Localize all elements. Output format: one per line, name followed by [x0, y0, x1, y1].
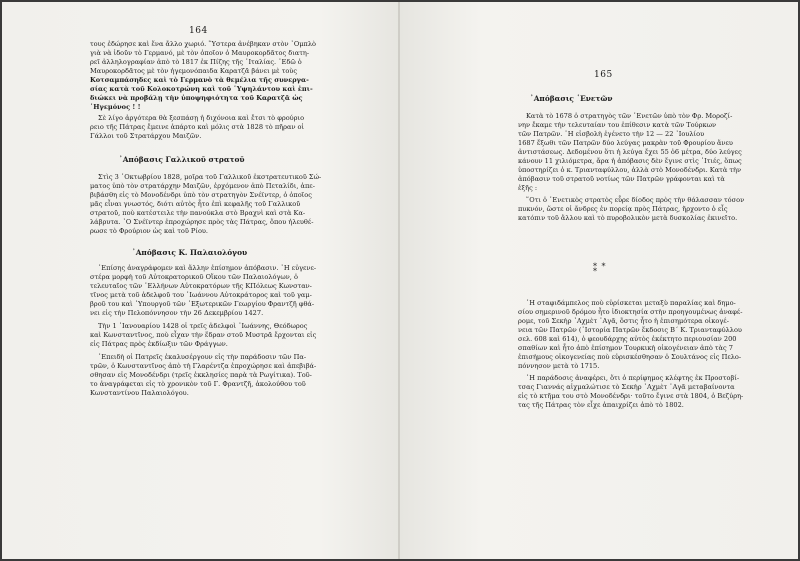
text-line: πόννησον μετὰ τὸ 1715. [518, 362, 600, 370]
text-line: λάβρυτα. ῾Ο Σνέϊντερ ἐπροχώρησε πρὸς τὰς Πάτρας, ὅπου ἠλευθέ- [90, 218, 314, 226]
text-line: ῾Η παράδοσις ἀναφέρει, ὅτι ὁ περίφημος κλέφτης ἐκ Προστοβί- [526, 374, 740, 382]
text-line: νην ἔκαμε τὴν τελευταίαν του ἐπίθεσιν κατὰ τῶν Τούρκων [518, 121, 716, 129]
text-line: ᾿Επίσης ἀναγράφομεν καὶ ἄλλην ἐπίσημον ἀπόβασιν. ῾Η εὐγενε- [98, 264, 317, 272]
text-line: τελευταῖος τῶν ῾Ελλήνων Αὐτοκρατόρων τῆς ΚΠόλεως Κωνσταν- [90, 282, 312, 290]
text-line: Μαυροκορδᾶτος μὲ τὸν ἡγεμονόπαιδα Καρατζᾶ βάνει μὲ τοὺς [90, 67, 298, 75]
text-line: Κωνσταντίνου Παλαιολόγου. [90, 389, 189, 397]
text-line: σίας κατὰ τοῦ Κολοκοτρώνη καὶ τοῦ ῾Υψηλάντου καὶ ἐπι- [90, 85, 313, 93]
text-line: σίου σημερινοῦ δρόμου ἦτο ἰδιοκτησία στὴν προηγουμένως ἀναφέ- [518, 308, 743, 316]
text-line: ρωσε τὸ Φρούριον ὡς καὶ τοῦ Ρίου. [90, 227, 209, 235]
text-line: Κοτσαμπάσηδες καὶ τὸ Γερμανὸ τὰ θεμέλια τῆς συνεργα- [90, 76, 309, 84]
text-line: σθησαν εἰς Μονοδένδρι (τρεῖς ἐκκλησίες παρὰ τὰ Ρωγίτικα). Τοῦ- [90, 371, 312, 379]
text-line: πυκνόν, ὥστε οἱ ἄνδρες ἐν πορείᾳ πρὸς Πάτρας, ἤρχοντο ὁ εἷς [518, 205, 728, 213]
text-line: ἀπόβασιν τοῦ στρατοῦ νοτίως τῶν Πατρῶν γράφονται καὶ τὰ [518, 175, 725, 183]
text-line: βροῦ του καὶ ῾Υπουργοῦ τῶν ᾿Εξωτερικῶν Γεωργίου Φραντζῆ φθά- [90, 300, 315, 308]
text-line: στρατοῦ, ποὺ κατέστειλε τὴν πανούκλα στὸ Βραχνὶ καὶ στὰ Κα- [90, 209, 306, 217]
text-line: ἀντιστάσεως. Δεδομένου ὅτι ἡ λεύγα ἔχει 55 ὀ6 μέτρα, δύο λεύγες [518, 148, 742, 156]
text-line: μᾶς εἶναι γνωστός, διότι αὐτὸς ἦτο ἐπὶ κεφαλῆς τοῦ Γαλλικοῦ [90, 200, 301, 208]
text-line: εἰς Πάτρας πρὸς ἐκδίωξιν τῶν Φράγγων. [90, 340, 228, 348]
text-line: καὶ Κωνσταντῖνος, ποὺ εἶχαν τὴν ἕδραν στοῦ Μυστρᾶ ἔρχονται εἰς [90, 331, 317, 339]
text-line: τσας Γιαννάς αἰχμαλώτισε τὸ Σεκὴρ ᾿Αχμὲτ ᾿Αγᾶ μεταβαίνοντα [518, 383, 735, 391]
text-line: Στὶς 3 ᾿Οκτωβρίου 1828, μοῖρα τοῦ Γαλλικοῦ ἐκστρατευτικοῦ Σώ- [98, 173, 322, 181]
text-line: ᾿Επειδὴ οἱ Πατρεῖς ἐκαλυσέργουν εἰς τὴν παράδοσιν τῶν Πα- [98, 353, 307, 361]
text-line: ρειο τῆς Πάτρας ἔμεινε ἀπάρτο καὶ μόλις στὰ 1828 τὸ πῆραν οἱ [90, 123, 305, 131]
text-line: τας τῆς Πάτρας τὸν εἶχε ἀπαιχρίζει ἀπὸ τὸ 1802. [518, 401, 684, 409]
text-line: 1687 ἔξωθι τῶν Πατρῶν δύο λεύγας μακρὰν τοῦ Φρουρίου ἄνευ [518, 139, 733, 147]
text-line: νεια τῶν Πατρῶν (῾Ιστορία Πατρῶν ἔκδοσις Β΄ Κ. Τριανταφύλλου [518, 326, 742, 334]
section-heading: ᾿Απόβασις ῾Ενετῶν [530, 94, 613, 103]
text-line: κατόπιν τοῦ ἄλλου καὶ τὸ πυροβολικὸν μετὰ δυσκολίας ἐκινεῖτο. [518, 214, 738, 222]
text-line: ματος ὑπὸ τὸν στρατάρχην Μαιζῶν, ἐρχόμενον ἀπὸ Πεταλίδι, ἀπε- [90, 182, 315, 190]
text-line: σελ. 608 καὶ 614), ὁ φεουδάρχης αὐτὸς ἐκέκτητο περιουσίαν 200 [518, 335, 737, 343]
text-line: ῾Ηγεμόνος ! ! [90, 103, 141, 111]
page-number: 164 [189, 26, 208, 36]
text-line: ἑξῆς : [518, 184, 538, 192]
text-line: ρεῖ ἀλληλογραφίαν ἀπὸ τὸ 1817 ἐκ Πίζης τῆς ᾿Ιταλίας. ᾿Εδῶ ὁ [90, 58, 302, 66]
text-line: εἰς τὸ κτῆμα του στὸ Μονοδένδρι· τοῦτο ἔγινε στὰ 1804, ὁ Βεζύρη- [518, 392, 744, 400]
text-line: Γάλλοι τοῦ Στρατάρχου Μαιζῶν. [90, 132, 202, 140]
text-line: στέρα μορφὴ τοῦ Αὐτοκρατορικοῦ Οἴκου τῶν Παλαιολόγων, ὁ [90, 273, 298, 281]
section-heading: ᾿Απόβασις Κ. Παλαιολόγου [132, 248, 248, 257]
text-line: Τὴν 1 ᾿Ιανουαρίου 1428 οἱ τρεῖς ἀδελφοὶ ᾿Ιωάννης, Θεόδωρος [98, 322, 308, 330]
text-line: ρομε, τοῦ Σεκὴρ ᾿Αχμὲτ ᾿Αγᾶ, ὅστις ἦτο ἡ ἐπισημότερα οἰκογέ- [518, 317, 729, 325]
text-line: σπαθίων καὶ ἦτο ἀπὸ ἐπίσημον Τουρκικὴ οἰκογένειαν ἀπὸ τὰς 7 [518, 344, 733, 352]
page-number: 165 [594, 70, 613, 80]
text-line: το ἀναγράφεται εἰς τὸ χρονικὸν τοῦ Γ. Φραντζῆ, ἀκολούθου τοῦ [90, 380, 306, 388]
text-line: ῾Η σταφιδάμπελος ποὺ εὑρίσκεται μεταξὺ παραλίας καὶ δημο- [526, 299, 736, 307]
text-line: τους ἐδώρησε καὶ ἕνα ἄλλο χωριό. ῞Υστερα ἀνέβηκαν στὸν ᾿Ομπλὸ [90, 40, 317, 48]
section-separator: * * * [593, 262, 607, 276]
text-line: τρῶν, ὁ Κωνσταντῖνος ἀπὸ τὴ Γλαρέντζα ἐπροχώρησε καὶ ἀπεβιβά- [90, 362, 317, 370]
text-line: γιὰ νὰ ἰδοῦν τὸ Γερμανό, μὲ τὸν ὁποῖον ὁ Μαυροκορδᾶτος διατη- [90, 49, 310, 57]
text-line: ῞Οτι ὁ ῾Ενετικὸς στρατὸς εὗρε δίοδος πρὸς τὴν θάλασσαν τόσον [526, 196, 745, 204]
text-line: Κατὰ τὸ 1678 ὁ στρατηγὸς τῶν ῾Ενετῶν ὑπὸ τὸν Φρ. Μοροζί- [526, 112, 733, 120]
text-line: νει εἰς τὴν Πελοπόννησον τὴν 26 Δεκεμβρίου 1427. [90, 309, 264, 317]
left-page [2, 2, 400, 559]
section-heading: ᾿Απόβασις Γαλλικοῦ στρατοῦ [119, 155, 245, 164]
book-spread [2, 2, 798, 559]
text-line: βιβάσθη εἰς τὸ Μονοδένδρι ὑπὸ τὸν στρατηγὸν Σνέϊντερ, ὁ ὁποῖος [90, 191, 312, 199]
text-line: τῖνος μετὰ τοῦ ἀδελφοῦ του ᾿Ιωάννου Αὐτοκράτορος καὶ τοῦ γαμ- [90, 291, 312, 299]
text-line: Σὲ λίγο ἀργότερα θὰ ξεσπάσῃ ἡ διχόνοια καὶ ἔτσι τὸ φρούριο [98, 114, 305, 122]
text-line: ὑποστηρίζει ὁ κ. Τριανταφύλλου, ἀλλὰ στὸ Μονοδένδρι. Κατὰ τὴν [518, 166, 741, 174]
right-page [400, 2, 798, 559]
text-line: ἐπισήμους οἰκογενείας ποὺ εὑρισκέσθησαν ὁ Σουλτάνος εἰς Πελο- [518, 353, 742, 361]
text-line: κάνουν 11 χιλιόμετρα, ἄρα ἡ ἀπόβασις δὲν ἔγινε στὶς ᾿Ιτιές, ὅπως [518, 157, 742, 165]
text-line: τῶν Πατρῶν. ῾Η εἰσβολὴ ἐγένετο τὴν 12 — 22 ᾿Ιουλίου [518, 130, 705, 138]
text-line: διώκει νὰ προβάλῃ τὴν ὑποψηφιότητα τοῦ Καρατζᾶ ὡς [90, 94, 303, 102]
